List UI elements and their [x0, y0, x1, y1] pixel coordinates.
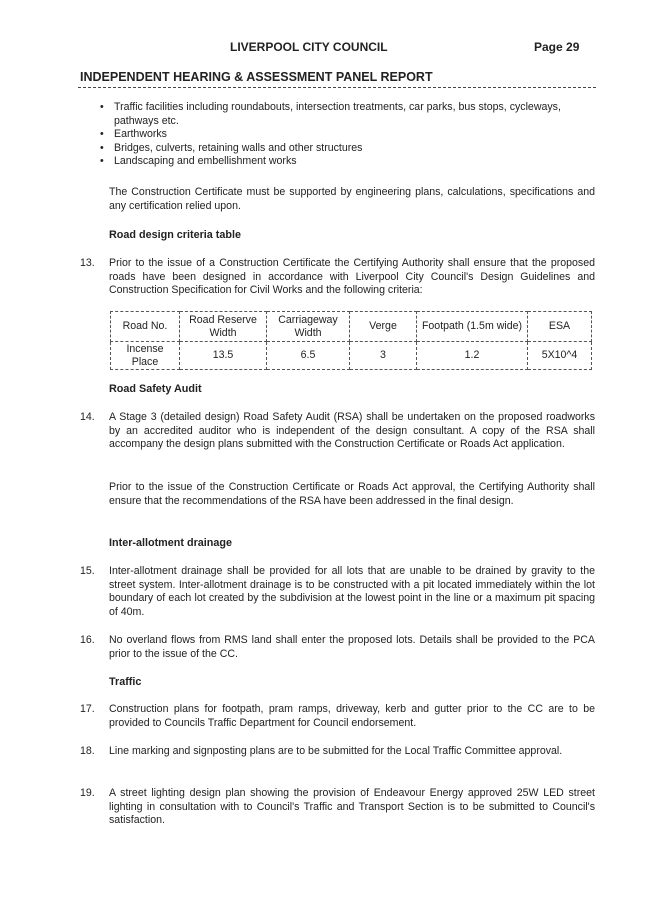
table-header-cell: Road No. [111, 312, 180, 342]
road-design-criteria-table [110, 311, 592, 370]
cc-support-paragraph: The Construction Certificate must be supported by engineering plans, calculations, specifications and any certification relied upon. [109, 186, 595, 212]
table-header-cell: ESA [528, 312, 592, 342]
condition-text: Inter-allotment drainage shall be provided for all lots that are unable to be drained by gravity to the street system. Inter-allotment drainage is to be constructed with a pit located immediately within the lot boundary of each lot created by the subdivision at the lowest point in the line or a maximum pit spacing of 40m. [109, 565, 595, 618]
list-item: • Bridges, culverts, retaining walls and other structures [100, 141, 363, 154]
section-heading-traffic: Traffic [109, 676, 142, 688]
table-cell: 3 [350, 342, 417, 370]
council-name: LIVERPOOL CITY COUNCIL [230, 40, 388, 54]
table-cell: 13.5 [180, 342, 267, 370]
list-item: • Landscaping and embellishment works [100, 155, 297, 168]
condition-number: 13. [80, 257, 95, 269]
table-header-row [111, 312, 592, 342]
table-cell: 6.5 [267, 342, 350, 370]
table-cell: 1.2 [417, 342, 528, 370]
condition-number: 17. [80, 703, 95, 715]
page-number: Page 29 [534, 40, 580, 54]
section-heading-drainage: Inter-allotment drainage [109, 537, 232, 549]
condition-number: 19. [80, 787, 95, 799]
condition-number: 14. [80, 411, 95, 423]
table-cell: 5X10^4 [528, 342, 592, 370]
report-title: INDEPENDENT HEARING & ASSESSMENT PANEL REPORT [80, 70, 433, 84]
table-cell: Incense Place [111, 342, 180, 370]
table-row [111, 342, 592, 370]
condition-text: No overland flows from RMS land shall enter the proposed lots. Details shall be provided to the PCA prior to the issue of the CC. [109, 634, 595, 660]
condition-14-followup: Prior to the issue of the Construction Certificate or Roads Act approval, the Certifying Authority shall ensure that the recommendations of the RSA have been addressed in the final design. [109, 481, 595, 507]
table-header-cell: Verge [350, 312, 417, 342]
header-divider [78, 87, 596, 88]
condition-number: 16. [80, 634, 95, 646]
table-header-cell: Carriageway Width [267, 312, 350, 342]
table-header-cell: Road Reserve Width [180, 312, 267, 342]
list-item: • Traffic facilities including roundabouts, intersection treatments, car parks, bus stops, cycleways, pathways etc. [100, 101, 561, 127]
bullet-icon: • [100, 128, 104, 141]
condition-text: Line marking and signposting plans are to be submitted for the Local Traffic Committee approval. [109, 745, 563, 757]
condition-number: 18. [80, 745, 95, 757]
condition-number: 15. [80, 565, 95, 577]
section-heading-road-safety: Road Safety Audit [109, 383, 202, 395]
condition-text: Construction plans for footpath, pram ramps, driveway, kerb and gutter prior to the CC are to be provided to Councils Traffic Department for Council endorsement. [109, 703, 595, 729]
condition-text: A street lighting design plan showing the provision of Endeavour Energy approved 25W LED street lighting in consultation with to Council's Traffic and Transport Section is to be submitted to Council's satisfaction. [109, 787, 595, 827]
table-header-cell: Footpath (1.5m wide) [417, 312, 528, 342]
bullet-icon: • [100, 155, 104, 168]
works-bullet-list [100, 101, 595, 169]
bullet-icon: • [100, 101, 104, 113]
list-item: • Earthworks [100, 128, 167, 141]
section-heading-road-design: Road design criteria table [109, 229, 241, 241]
bullet-icon: • [100, 141, 104, 154]
condition-text: Prior to the issue of a Construction Certificate the Certifying Authority shall ensure that the proposed roads have been designed in accordance with Liverpool City Council's Design Guidelines and Construction Specification for Civil Works and the following criteria: [109, 257, 595, 297]
condition-text: A Stage 3 (detailed design) Road Safety Audit (RSA) shall be undertaken on the proposed roadworks by an accredited auditor who is independent of the design consultant. A copy of the RSA shall accompany the design plans submitted with the Construction Certificate or Roads Act application. [109, 411, 595, 451]
